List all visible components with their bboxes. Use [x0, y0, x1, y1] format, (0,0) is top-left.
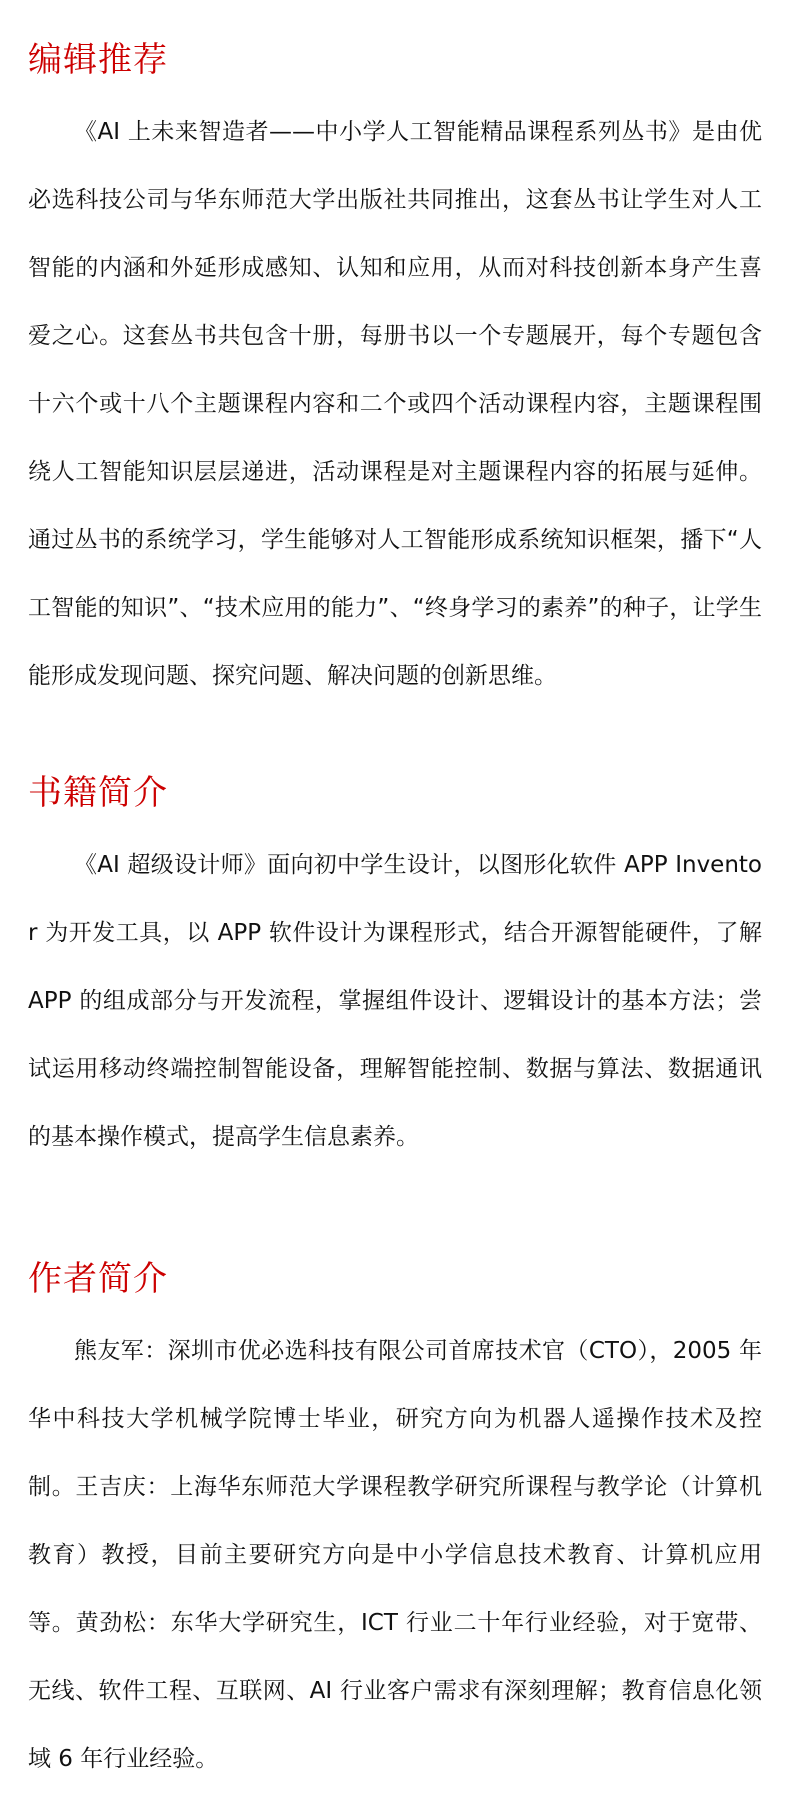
editor-recommendation-section [28, 32, 762, 710]
section-title-book-introduction: 书籍简介 [28, 773, 168, 813]
section-title-editor-recommendation: 编辑推荐 [28, 40, 168, 80]
section-body-book-introduction: 《AI 超级设计师》面向初中学生设计，以图形化软件 APP Inventor 为开发工具，以 APP 软件设计为课程形式，结合开源智能硬件，了解 APP 的组成部分与开发流程，掌握组件设计、逻辑设计的基本方法；尝试运用移动终端控制智能设备，理解智能控制、数据与算法、数据通讯的基本操作模式，提高学生信息素养。 [28, 852, 762, 1150]
author-introduction-section [28, 1251, 762, 1793]
section-title-author-introduction: 作者简介 [28, 1259, 168, 1299]
book-introduction-section [28, 765, 762, 1171]
section-body-author-introduction: 熊友军：深圳市优必选科技有限公司首席技术官（CTO），2005 年华中科技大学机械学院博士毕业，研究方向为机器人遥操作技术及控制。王吉庆：上海华东师范大学课程教学研究所课程与教学论（计算机教育）教授，目前主要研究方向是中小学信息技术教育、计算机应用等。黄劲松：东华大学研究生，ICT 行业二十年行业经验，对于宽带、无线、软件工程、互联网、AI 行业客户需求有深刻理解；教育信息化领域 6 年行业经验。 [28, 1338, 762, 1772]
section-body-editor-recommendation: 《AI 上未来智造者——中小学人工智能精品课程系列丛书》是由优必选科技公司与华东师范大学出版社共同推出，这套丛书让学生对人工智能的内涵和外延形成感知、认知和应用，从而对科技创新本身产生喜爱之心。这套丛书共包含十册，每册书以一个专题展开，每个专题包含十六个或十八个主题课程内容和二个或四个活动课程内容，主题课程围绕人工智能知识层层递进，活动课程是对主题课程内容的拓展与延伸。通过丛书的系统学习，学生能够对人工智能形成系统知识框架，播下“人工智能的知识”、“技术应用的能力”、“终身学习的素养”的种子，让学生能形成发现问题、探究问题、解决问题的创新思维。 [28, 119, 762, 689]
